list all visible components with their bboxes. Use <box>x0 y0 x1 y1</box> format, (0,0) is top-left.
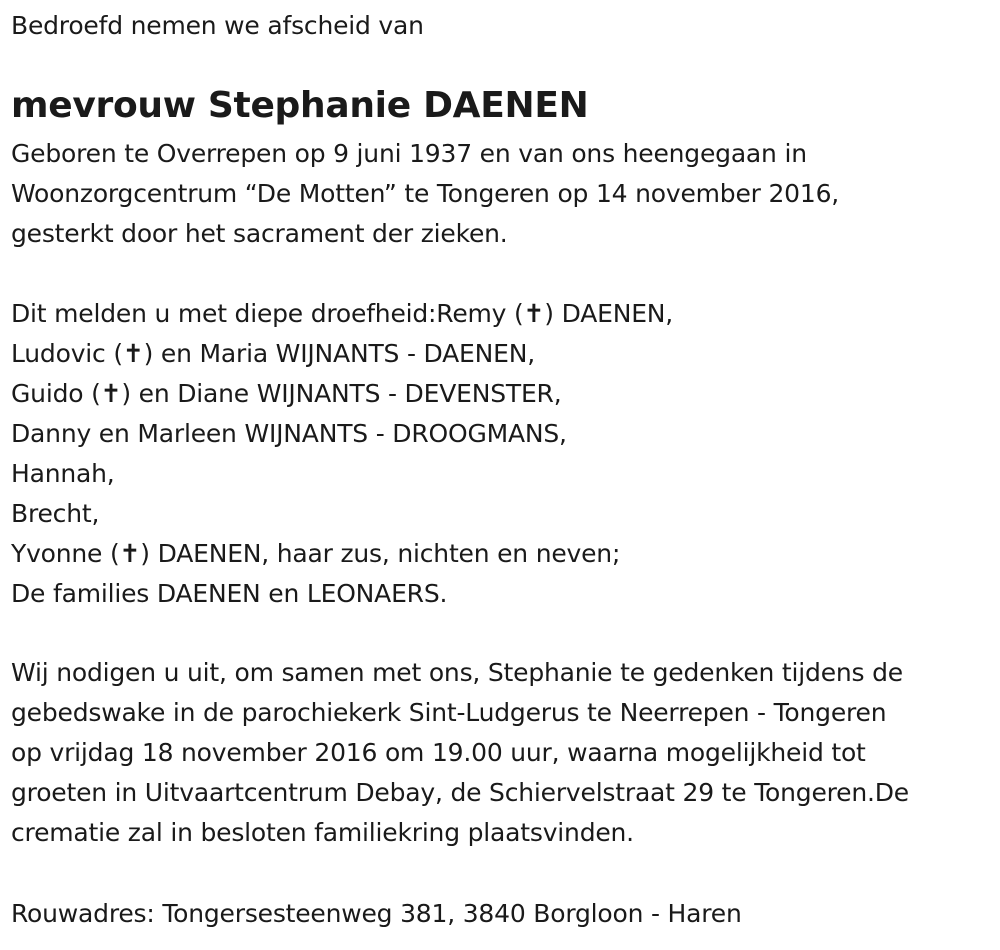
family-line: Guido (✝) en Diane WIJNANTS - DEVENSTER, <box>11 379 562 408</box>
invitation-line: op vrijdag 18 november 2016 om 19.00 uur, waarna mogelijkheid tot <box>11 738 866 767</box>
family-line: Yvonne (✝) DAENEN, haar zus, nichten en neven; <box>11 539 621 568</box>
birth-line: Geboren te Overrepen op 9 juni 1937 en van ons heengegaan in <box>11 139 807 168</box>
birth-death-paragraph <box>11 134 839 254</box>
invitation-paragraph <box>11 653 909 853</box>
deceased-name: mevrouw Stephanie DAENEN <box>11 85 589 126</box>
invitation-line: Wij nodigen u uit, om samen met ons, Stephanie te gedenken tijdens de <box>11 658 903 687</box>
family-line: Dit melden u met diepe droefheid:Remy (✝) DAENEN, <box>11 299 674 328</box>
mourning-address: Rouwadres: Tongersesteenweg 381, 3840 Borgloon - Haren <box>11 899 742 928</box>
birth-line: Woonzorgcentrum “De Motten” te Tongeren op 14 november 2016, <box>11 179 840 208</box>
family-line: Ludovic (✝) en Maria WIJNANTS - DAENEN, <box>11 339 535 368</box>
invitation-line: crematie zal in besloten familiekring plaatsvinden. <box>11 818 634 847</box>
family-line: Danny en Marleen WIJNANTS - DROOGMANS, <box>11 419 567 448</box>
family-line: Hannah, <box>11 459 115 488</box>
intro-text: Bedroefd nemen we afscheid van <box>11 11 424 40</box>
invitation-line: gebedswake in de parochiekerk Sint-Ludgerus te Neerrepen - Tongeren <box>11 698 887 727</box>
invitation-line: groeten in Uitvaartcentrum Debay, de Schiervelstraat 29 te Tongeren.De <box>11 778 909 807</box>
birth-line: gesterkt door het sacrament der zieken. <box>11 219 508 248</box>
family-paragraph <box>11 294 673 614</box>
family-line: De families DAENEN en LEONAERS. <box>11 579 448 608</box>
family-line: Brecht, <box>11 499 100 528</box>
